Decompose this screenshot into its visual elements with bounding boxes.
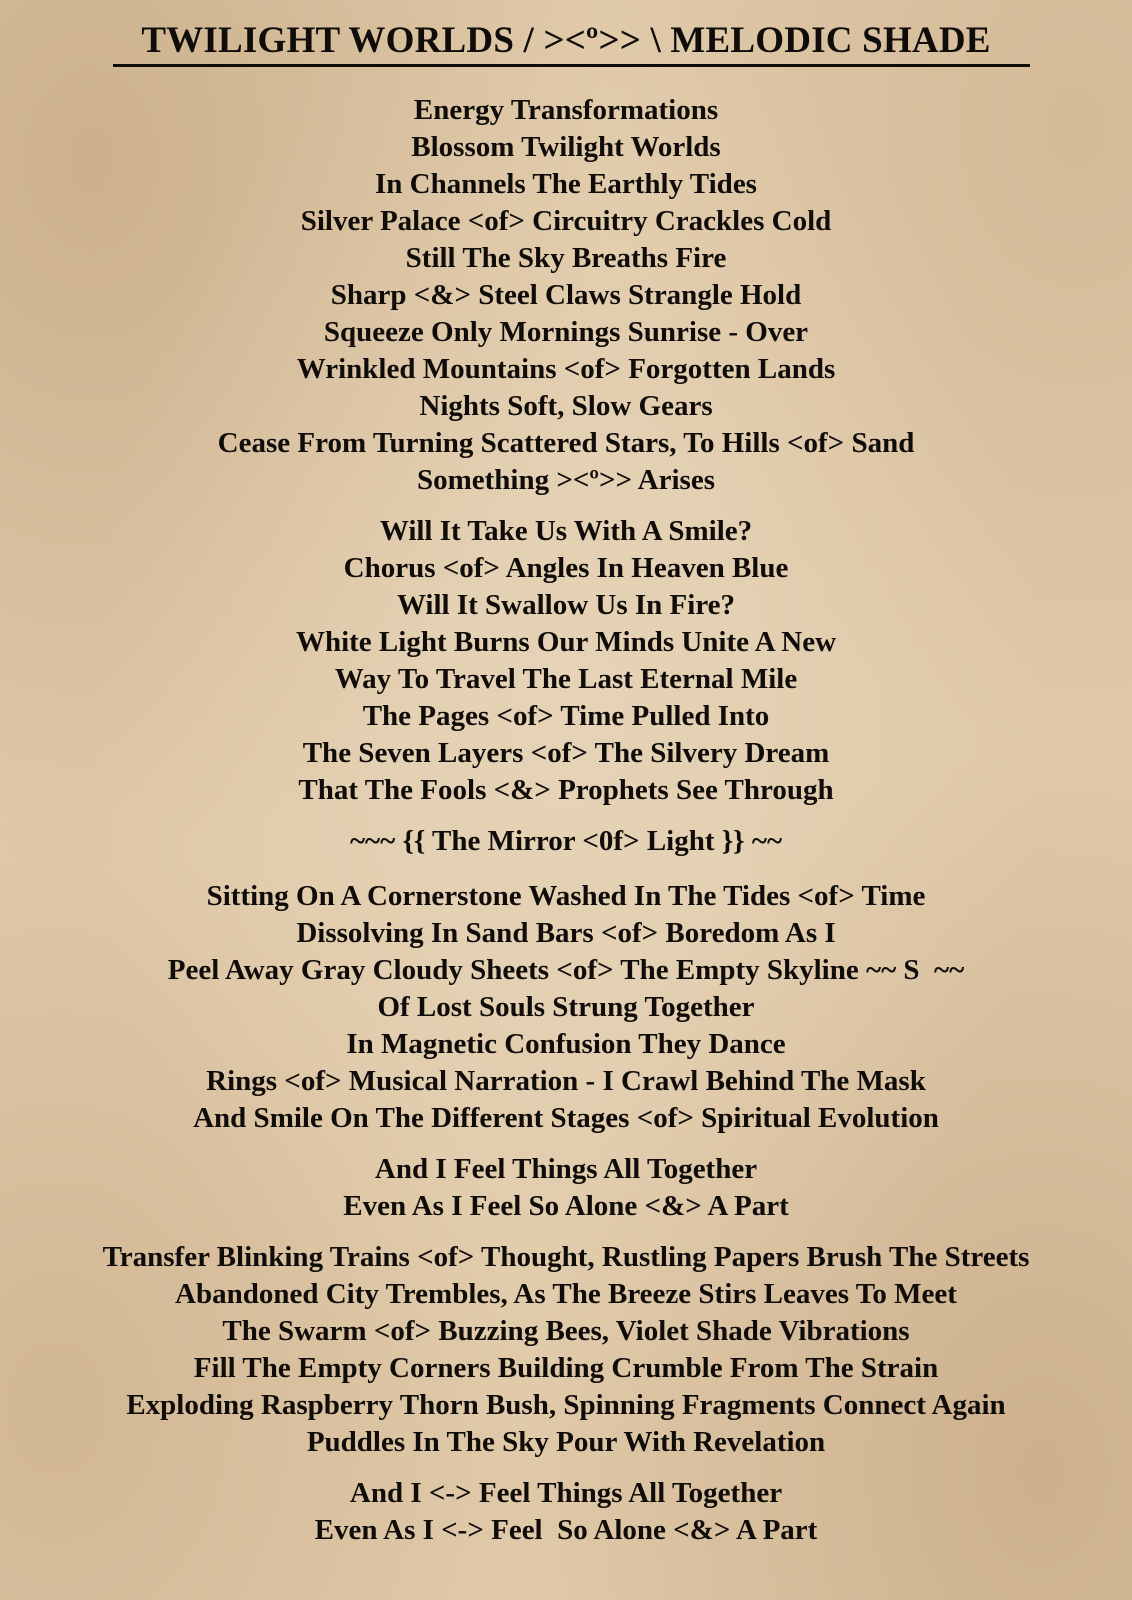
poem-line: Rings <of> Musical Narration - I Crawl Behind The Mask	[206, 1065, 926, 1097]
poem-line: Nights Soft, Slow Gears	[419, 390, 713, 422]
poem-line: Of Lost Souls Strung Together	[377, 991, 755, 1023]
poem-line: Sitting On A Cornerstone Washed In The Tides <of> Time	[206, 880, 926, 912]
poem-line: And I <-> Feel Things All Together	[349, 1477, 783, 1509]
poem-line: Even As I <-> Feel So Alone <&> A Part	[314, 1514, 818, 1546]
stanza-5	[0, 1151, 1132, 1225]
poem-line: Cease From Turning Scattered Stars, To Hills <of> Sand	[217, 427, 915, 459]
poem-line: Exploding Raspberry Thorn Bush, Spinning Fragments Connect Again	[126, 1389, 1006, 1421]
poem-line: Peel Away Gray Cloudy Sheets <of> The Empty Skyline ~~ S ~~	[167, 954, 965, 986]
poem-line: In Magnetic Confusion They Dance	[346, 1028, 786, 1060]
poem-line: Energy Transformations	[413, 94, 719, 126]
title-underline	[113, 64, 1030, 67]
stanza-4	[0, 878, 1132, 1137]
poem-line: ~~~ {{ The Mirror <0f> Light }} ~~	[349, 825, 783, 857]
poem-line: Abandoned City Trembles, As The Breeze Stirs Leaves To Meet	[175, 1278, 957, 1310]
poem-line: Dissolving In Sand Bars <of> Boredom As I	[296, 917, 836, 949]
poem-line: The Swarm <of> Buzzing Bees, Violet Shade Vibrations	[222, 1315, 910, 1347]
poem-body	[0, 92, 1132, 1563]
stanza-2	[0, 513, 1132, 809]
poem-line: Wrinkled Mountains <of> Forgotten Lands	[296, 353, 836, 385]
poem-line: Even As I Feel So Alone <&> A Part	[343, 1190, 789, 1222]
poem-line: Way To Travel The Last Eternal Mile	[334, 663, 798, 695]
poem-line: Sharp <&> Steel Claws Strangle Hold	[330, 279, 802, 311]
poem-line: Squeeze Only Mornings Sunrise - Over	[323, 316, 809, 348]
poem-line: Will It Swallow Us In Fire?	[396, 589, 736, 621]
stanza-1	[0, 92, 1132, 499]
poem-line: That The Fools <&> Prophets See Through	[298, 774, 834, 806]
poem-title: TWILIGHT WORLDS / ><º>> \ MELODIC SHADE	[141, 20, 991, 61]
poem-line: Still The Sky Breaths Fire	[405, 242, 727, 274]
poem-line: The Seven Layers <of> The Silvery Dream	[302, 737, 830, 769]
stanza-7	[0, 1475, 1132, 1549]
poem-line: Transfer Blinking Trains <of> Thought, Rustling Papers Brush The Streets	[102, 1241, 1030, 1273]
poem-line: Fill The Empty Corners Building Crumble From The Strain	[193, 1352, 939, 1384]
poem-line: The Pages <of> Time Pulled Into	[362, 700, 770, 732]
poem-line: Puddles In The Sky Pour With Revelation	[306, 1426, 826, 1458]
poem-line: White Light Burns Our Minds Unite A New	[295, 626, 837, 658]
poem-line: Silver Palace <of> Circuitry Crackles Cold	[300, 205, 832, 237]
poem-line: Something ><º>> Arises	[416, 464, 715, 496]
poem-line: In Channels The Earthly Tides	[375, 168, 757, 200]
poem-line: Will It Take Us With A Smile?	[379, 515, 753, 547]
stanza-3	[0, 823, 1132, 860]
poem-line: And Smile On The Different Stages <of> Spiritual Evolution	[193, 1102, 939, 1134]
poem-line: Blossom Twilight Worlds	[411, 131, 721, 163]
stanza-6	[0, 1239, 1132, 1461]
poem-line: And I Feel Things All Together	[374, 1153, 758, 1185]
poem-line: Chorus <of> Angles In Heaven Blue	[343, 552, 789, 584]
